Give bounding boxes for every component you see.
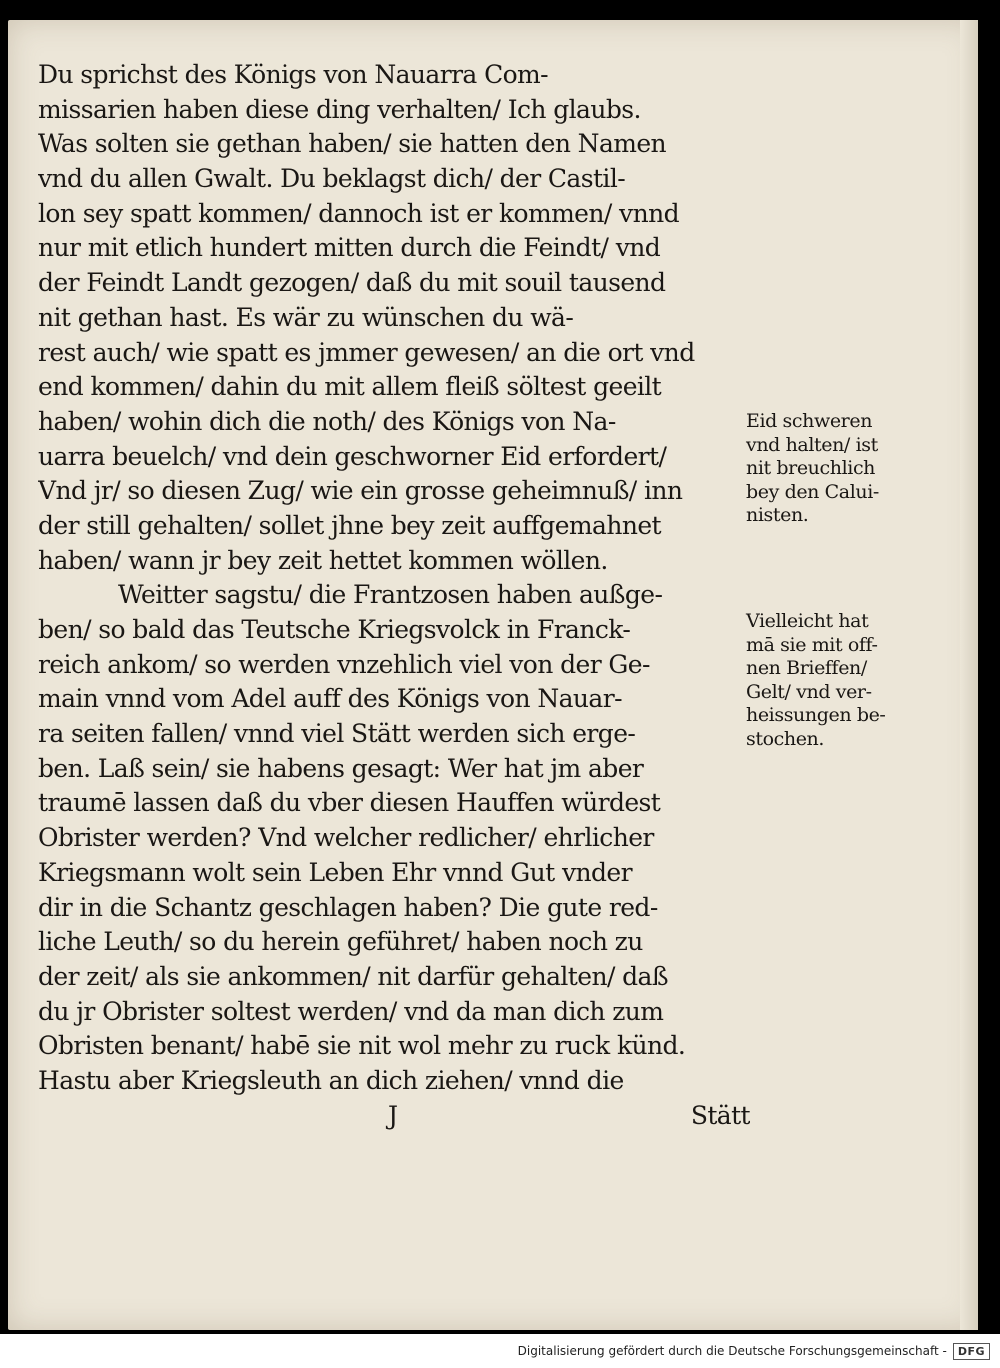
text-line: Hastu aber Kriegsleuth an dich ziehen/ vnnd die — [38, 1065, 624, 1095]
text-line: ra seiten fallen/ vnnd viel Stätt werden sich erge- — [38, 719, 636, 749]
text-line: der Feindt Landt gezogen/ daß du mit souil tausend — [38, 268, 666, 298]
text-line: end kommen/ dahin du mit allem fleiß söltest geeilt — [38, 372, 662, 402]
text-line: Du sprichst des Königs von Nauarra Com- — [38, 60, 548, 89]
text-line: du jr Obrister soltest werden/ vnd da man dich zum — [38, 996, 664, 1026]
text-line: der zeit/ als sie ankommen/ nit darfür gehalten/ daß — [38, 961, 668, 991]
main-text-block — [38, 58, 750, 1133]
margin-note-line: nen Brieffen/ — [746, 657, 867, 679]
text-line: reich ankom/ so werden vnzehlich viel von der Ge- — [38, 649, 650, 679]
margin-note-line: stochen. — [746, 727, 825, 750]
text-line-paragraph-start: Weitter sagstu/ die Frantzosen haben außge- — [118, 580, 663, 610]
signature-mark: J — [388, 1100, 398, 1130]
text-line: Obrister werden? Vnd welcher redlicher/ ehrlicher — [38, 823, 654, 853]
margin-note-line: Vielleicht hat — [746, 610, 869, 632]
text-line: haben/ wohin dich die noth/ des Königs von Na- — [38, 406, 616, 436]
text-line: rest auch/ wie spatt es jmmer gewesen/ an die ort vnd — [38, 337, 695, 367]
text-line: liche Leuth/ so du herein geführet/ haben noch zu — [38, 927, 643, 957]
dfg-logo: DFG — [953, 1343, 990, 1360]
text-line: der still gehalten/ sollet jhne bey zeit auffgemahnet — [38, 510, 661, 540]
catchword: Stätt — [690, 1100, 750, 1130]
margin-note-line: Eid schweren — [746, 410, 873, 432]
text-line: Vnd jr/ so diesen Zug/ wie ein grosse geheimnuß/ inn — [38, 476, 683, 506]
text-line: traumē lassen daß du vber diesen Hauffen würdest — [38, 788, 661, 818]
text-line: nur mit etlich hundert mitten durch die Feindt/ vnd — [38, 233, 661, 263]
page-edge-shadow — [960, 20, 978, 1330]
text-line: uarra beuelch/ vnd dein geschworner Eid erfordert/ — [38, 441, 667, 471]
text-line: Was solten sie gethan haben/ sie hatten den Namen — [38, 129, 667, 159]
margin-note-line: Gelt/ vnd ver- — [746, 680, 872, 703]
text-line: nit gethan hast. Es wär zu wünschen du wä- — [38, 302, 574, 332]
margin-note-line: vnd halten/ ist — [746, 433, 878, 456]
text-line: ben/ so bald das Teutsche Kriegsvolck in Franck- — [38, 615, 631, 644]
margin-note-oath — [746, 410, 916, 528]
margin-note-line: nit breuchlich — [746, 457, 876, 479]
margin-note-line: bey den Calui- — [746, 480, 879, 503]
digitization-footer — [0, 1334, 1000, 1368]
margin-note-line: heissungen be- — [746, 704, 886, 726]
text-line: lon sey spatt kommen/ dannoch ist er kommen/ vnnd — [38, 198, 679, 228]
margin-note-line: nisten. — [746, 504, 809, 526]
text-line: main vnnd vom Adel auff des Königs von Nauar- — [38, 684, 622, 714]
book-page — [8, 20, 978, 1330]
text-line: Kriegsmann wolt sein Leben Ehr vnnd Gut vnder — [38, 857, 632, 887]
footer-text: Digitalisierung gefördert durch die Deutsche Forschungsgemeinschaft - — [517, 1344, 947, 1358]
text-line: missarien haben diese ding verhalten/ Ich glaubs. — [38, 94, 641, 124]
text-line: haben/ wann jr bey zeit hettet kommen wöllen. — [38, 545, 608, 575]
text-line: Obristen benant/ habē sie nit wol mehr zu ruck künd. — [38, 1031, 686, 1061]
text-line: dir in die Schantz geschlagen haben? Die gute red- — [38, 892, 658, 922]
text-line: ben. Laß sein/ sie habens gesagt: Wer hat jm aber — [38, 753, 644, 783]
margin-note-line: mā sie mit off- — [746, 633, 878, 656]
signature-row — [38, 1099, 750, 1134]
margin-note-bribery — [746, 610, 916, 751]
text-line: vnd du allen Gwalt. Du beklagst dich/ der Castil- — [38, 164, 626, 194]
